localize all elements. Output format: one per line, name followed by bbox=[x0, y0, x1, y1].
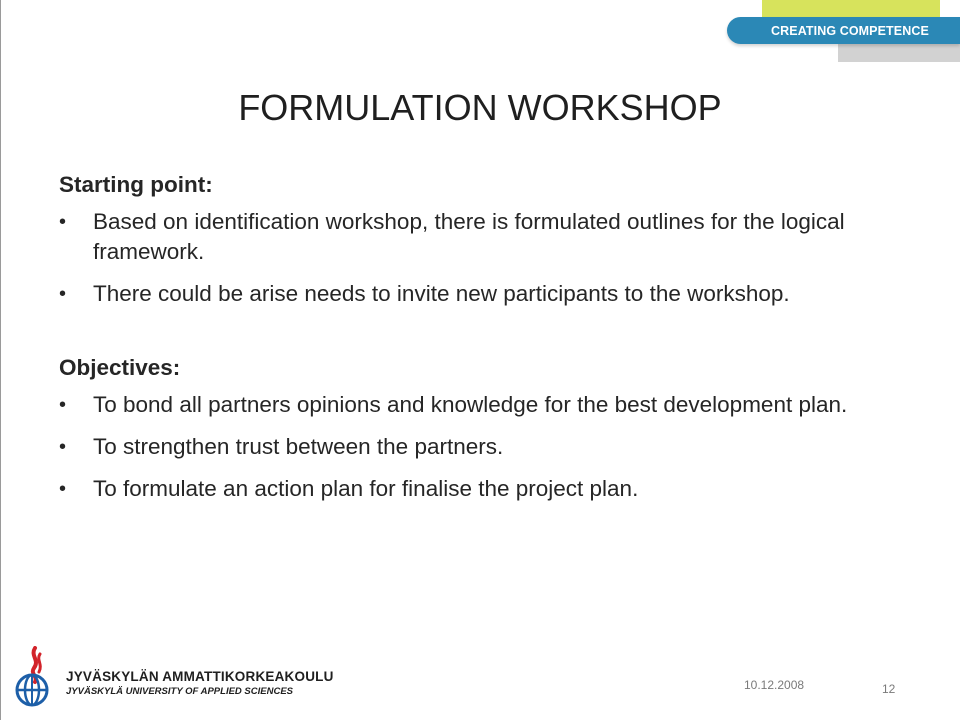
bullet-text: To formulate an action plan for finalise the project plan. bbox=[93, 476, 639, 501]
slide-content bbox=[59, 172, 879, 516]
bullet-icon: • bbox=[59, 211, 67, 233]
bullet-text: To bond all partners opinions and knowledge for the best development plan. bbox=[93, 392, 848, 417]
section-spacer bbox=[59, 321, 879, 355]
org-name-finnish: JYVÄSKYLÄN AMMATTIKORKEAKOULU bbox=[66, 669, 334, 684]
bullet-item bbox=[59, 207, 879, 267]
bullet-icon: • bbox=[59, 436, 67, 458]
bullet-icon: • bbox=[59, 394, 67, 416]
bullet-item bbox=[59, 390, 879, 420]
section-heading: Starting point: bbox=[59, 172, 213, 197]
slide-title: FORMULATION WORKSHOP bbox=[238, 87, 722, 128]
section-objectives bbox=[59, 355, 879, 504]
bullet-item bbox=[59, 474, 879, 504]
bullet-icon: • bbox=[59, 478, 67, 500]
university-logo-icon bbox=[10, 646, 58, 708]
bullet-text: To strengthen trust between the partners. bbox=[93, 434, 504, 459]
page-number: 12 bbox=[882, 682, 896, 696]
org-name-english: JYVÄSKYLÄ UNIVERSITY OF APPLIED SCIENCES bbox=[66, 686, 293, 697]
bullet-item bbox=[59, 432, 879, 462]
banner-text: CREATING COMPETENCE bbox=[771, 24, 929, 38]
bullet-item bbox=[59, 279, 879, 309]
section-starting-point bbox=[59, 172, 879, 309]
slide-date: 10.12.2008 bbox=[744, 678, 805, 692]
section-heading: Objectives: bbox=[59, 355, 181, 380]
bullet-icon: • bbox=[59, 283, 67, 305]
bullet-text: There could be arise needs to invite new participants to the workshop. bbox=[93, 281, 790, 306]
bullet-text: Based on identification workshop, there is formulated outlines for the logical framework. bbox=[93, 209, 845, 264]
